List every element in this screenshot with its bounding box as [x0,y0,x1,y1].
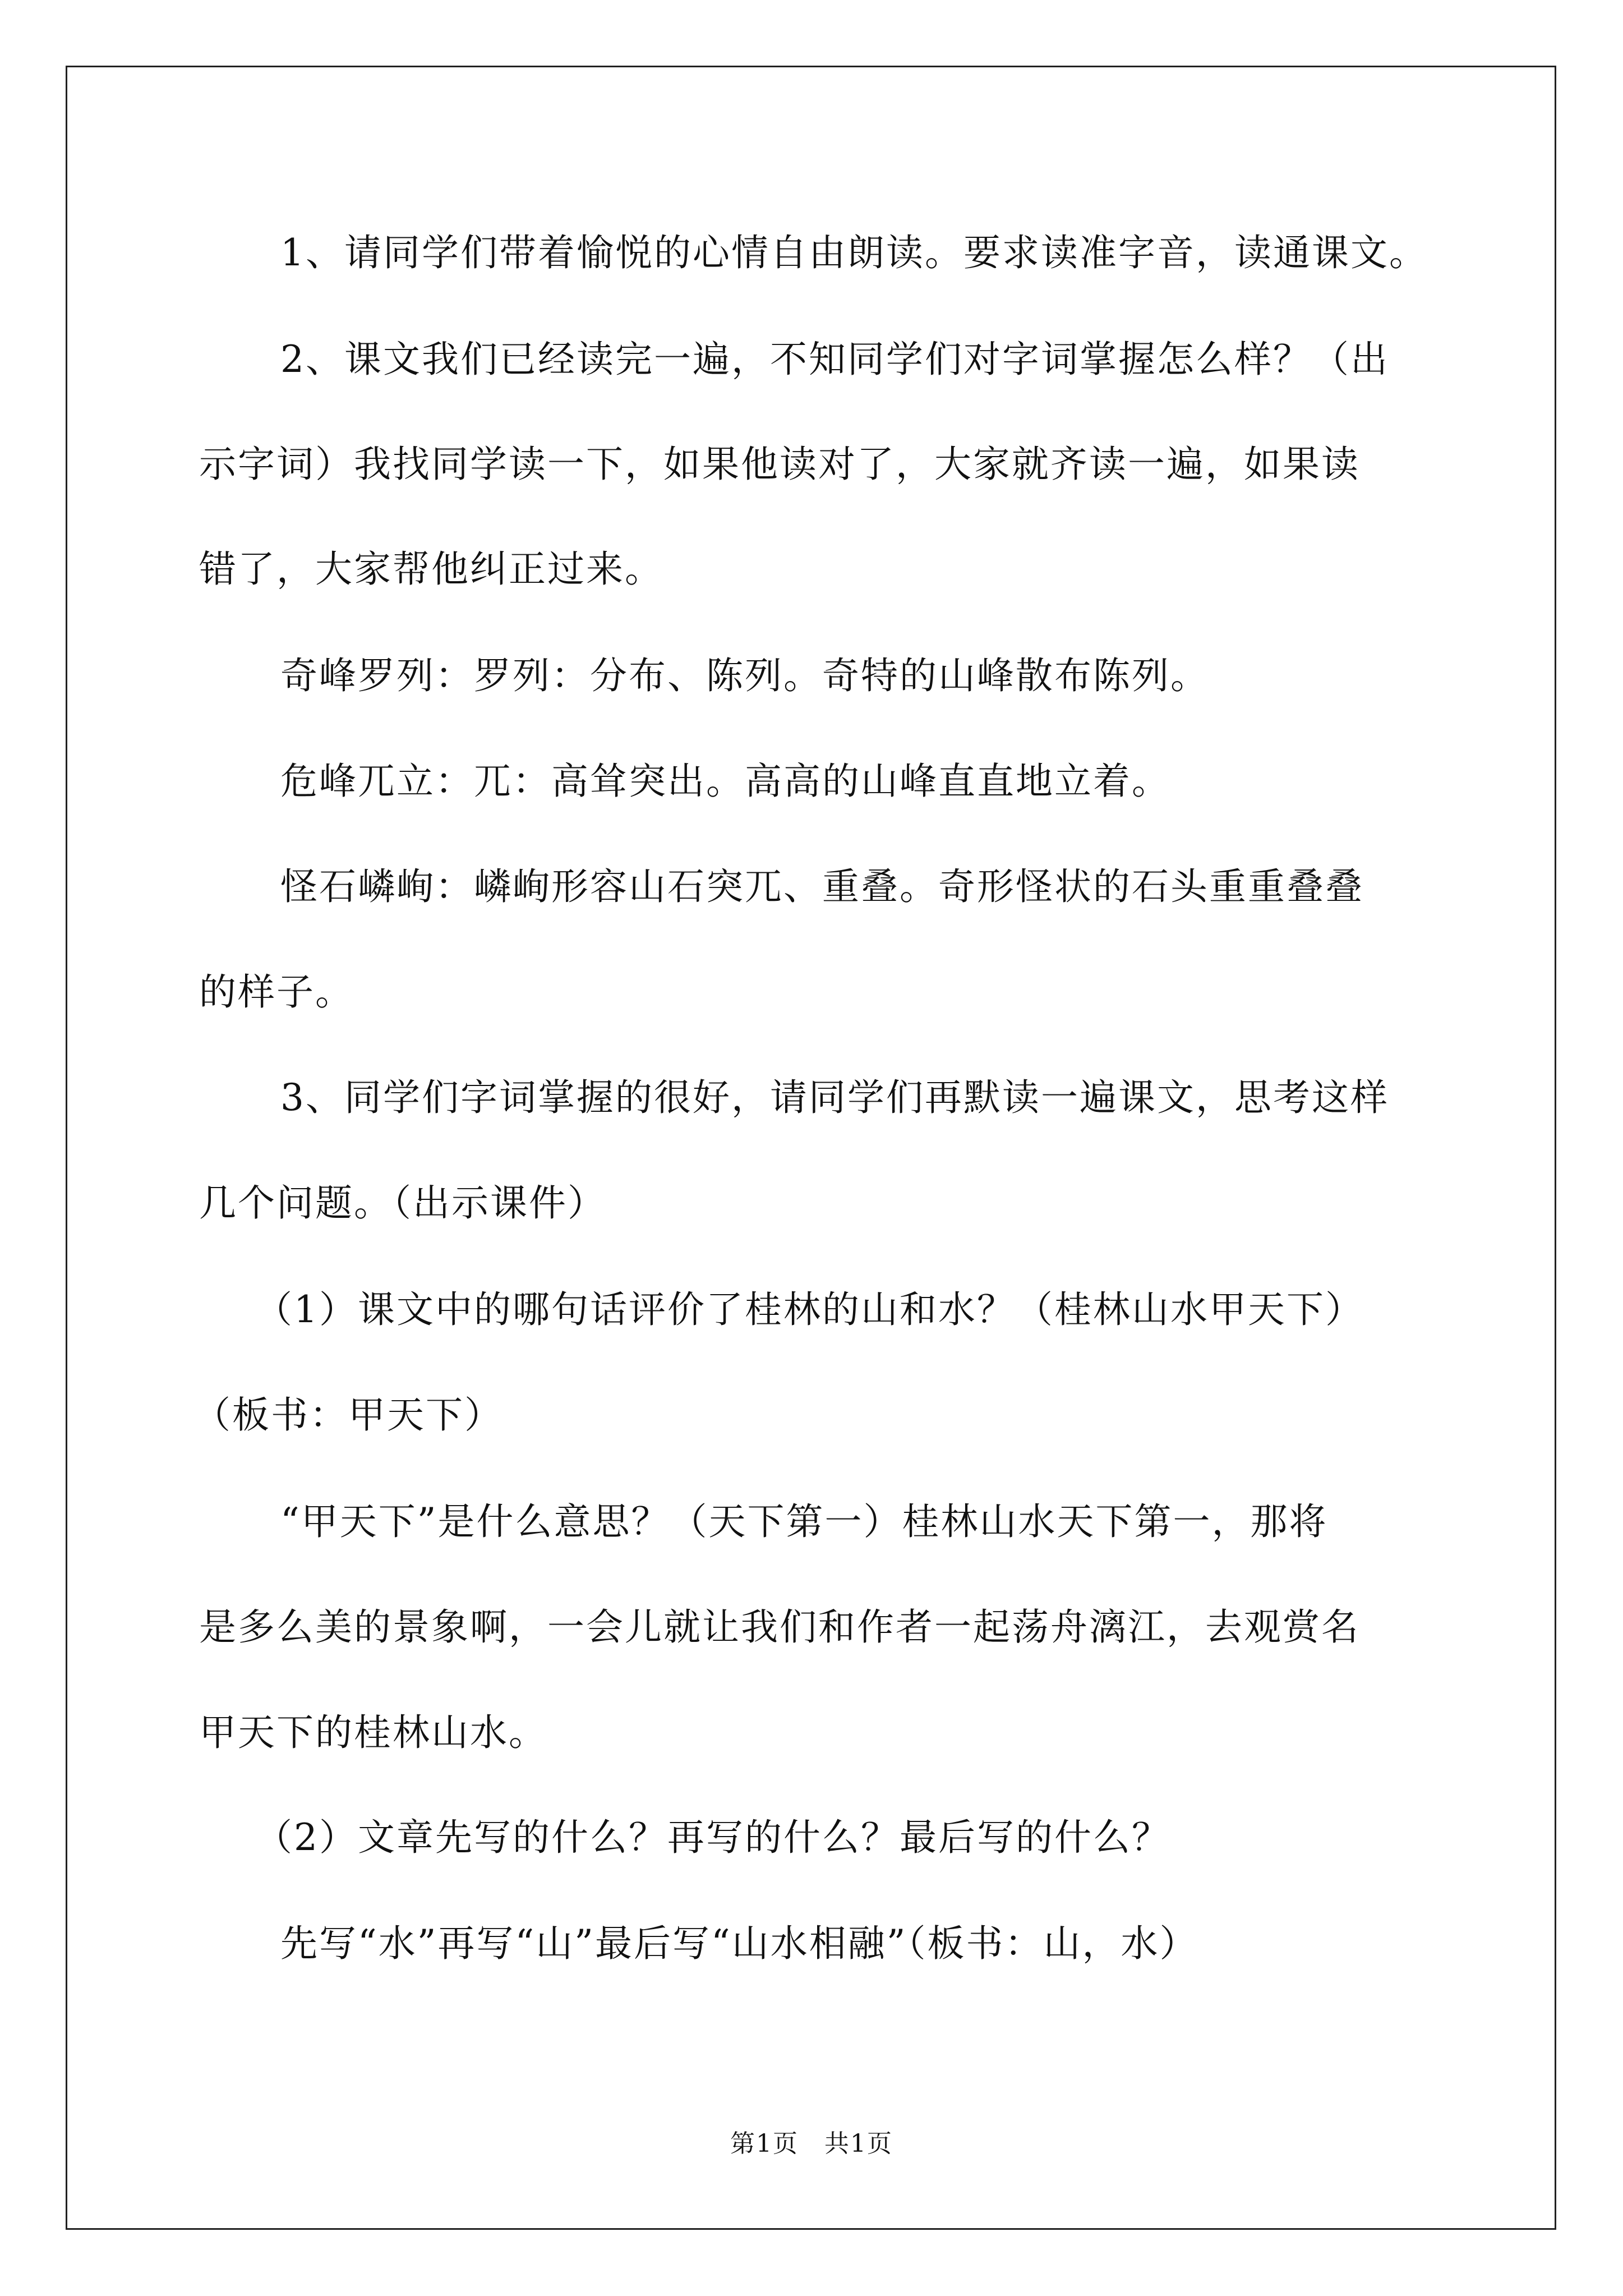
paragraph-line: 先写“水”再写“山”最后写“山水相融”（板书：山，水） [280,1922,1198,1965]
paragraph-line: 几个问题。（出示课件） [199,1181,606,1225]
paragraph-line: “甲天下”是什么意思？（天下第一）桂林山水天下第一，那将 [280,1500,1328,1543]
paragraph-line: 示字词）我找同学读一下，如果他读对了，大家就齐读一遍，如果读 [199,443,1360,486]
paragraph-line: 危峰兀立：兀：高耸突出。高高的山峰直直地立着。 [280,760,1170,803]
page-footer: 第1页 共1页 [730,2129,893,2158]
paragraph-line: 甲天下的桂林山水。 [199,1711,547,1754]
page-border [66,66,1556,2230]
paragraph-line: 的样子。 [199,970,354,1014]
paragraph-line: （2）文章先写的什么？再写的什么？最后写的什么？ [255,1816,1170,1859]
paragraph-line: （板书：甲天下） [193,1393,503,1437]
paragraph-line: 是多么美的景象啊，一会儿就让我们和作者一起荡舟漓江，去观赏名 [199,1605,1360,1649]
paragraph-line: 3、同学们字词掌握的很好，请同学们再默读一遍课文，思考这样 [280,1076,1389,1119]
paragraph-line: （1）课文中的哪句话评价了桂林的山和水？（桂林山水甲天下） [255,1288,1364,1331]
paragraph-line: 怪石嶙峋：嶙峋形容山石突兀、重叠。奇形怪状的石头重重叠叠 [280,865,1364,908]
paragraph-line: 2、课文我们已经读完一遍，不知同学们对字词掌握怎么样？（出 [280,338,1389,381]
paragraph-line: 奇峰罗列：罗列：分布、陈列。奇特的山峰散布陈列。 [280,654,1209,697]
paragraph-line: 错了，大家帮他纠正过来。 [199,547,663,591]
paragraph-line: 1、请同学们带着愉悦的心情自由朗读。要求读准字音，读通课文。 [280,231,1428,274]
